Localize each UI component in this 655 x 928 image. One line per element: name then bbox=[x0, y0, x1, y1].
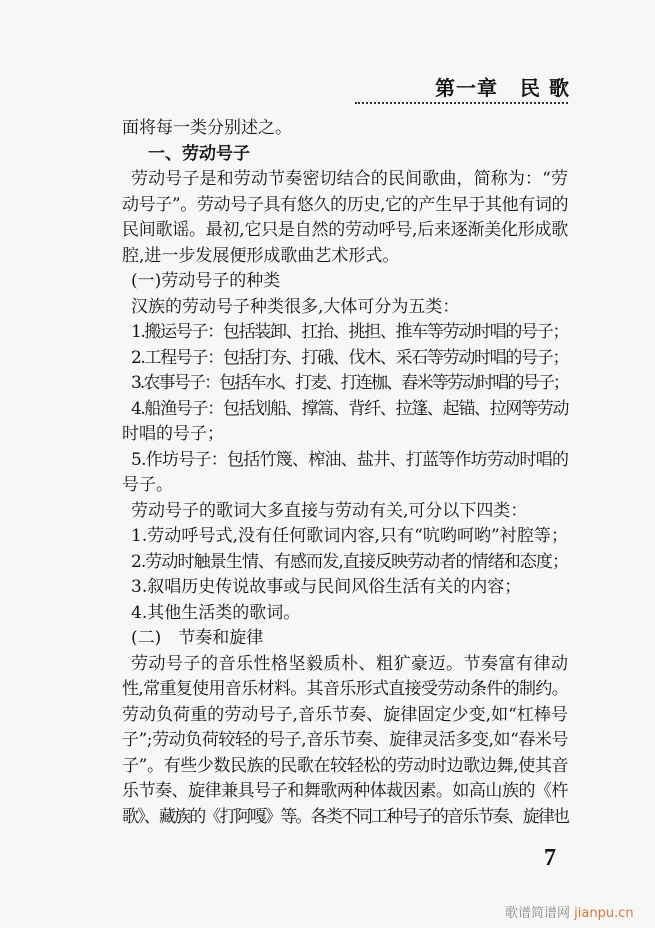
text-line: 子”。有些少数民族的民歌在较轻松的劳动时边歌边舞,使其音 bbox=[122, 755, 568, 776]
text-line: 面将每一类分别述之。 bbox=[122, 118, 292, 138]
text-line: 3.农事号子：包括车水、打麦、打连枷、舂米等劳动时唱的号子； bbox=[131, 373, 568, 393]
text-line: (一)劳动号子的种类 bbox=[131, 271, 281, 291]
text-line: 1.劳动呼号式,没有任何歌词内容,只有“吭哟呵哟”衬腔等； bbox=[131, 526, 568, 546]
text-line: 2.工程号子：包括打夯、打硪、伐木、采石等劳动时唱的号子； bbox=[131, 347, 568, 368]
text-line: 劳动号子的音乐性格坚毅质朴、粗犷豪迈。节奏富有律动 bbox=[131, 653, 568, 674]
text-line: (二) 节奏和旋律 bbox=[131, 628, 264, 648]
text-line: 民间歌谣。最初,它只是自然的劳动呼号,后来逐渐美化形成歌 bbox=[122, 220, 568, 240]
section-heading: 一、劳动号子 bbox=[148, 143, 250, 164]
text-line: 乐节奏、旋律兼具号子和舞歌两种体裁因素。如高山族的《杵 bbox=[122, 781, 568, 801]
chapter-title: 民 歌 bbox=[520, 76, 570, 100]
chapter-label: 第一章 bbox=[435, 76, 499, 100]
text-line: 性,常重复使用音乐材料。其音乐形式直接受劳动条件的制约。 bbox=[122, 679, 568, 699]
header-dotted-rule bbox=[355, 102, 568, 104]
text-line: 2.劳动时触景生情、有感而发,直接反映劳动者的情绪和态度； bbox=[131, 551, 568, 572]
text-line: 4.船渔号子：包括划船、撑篙、背纤、拉篷、起锚、拉网等劳动 bbox=[131, 398, 568, 419]
body-text bbox=[122, 116, 568, 830]
text-line: 3.叙唱历史传说故事或与民间风俗生活有关的内容； bbox=[131, 577, 522, 597]
text-line: 4.其他生活类的歌词。 bbox=[131, 602, 301, 623]
text-line: 腔,进一步发展便形成歌曲艺术形式。 bbox=[122, 245, 400, 266]
text-line: 动号子”。劳动号子具有悠久的历史,它的产生早于其他有词的 bbox=[122, 194, 568, 215]
watermark bbox=[505, 902, 634, 921]
text-line: 子”;劳动负荷较轻的号子,音乐节奏、旋律灵活多变,如“舂米号 bbox=[122, 730, 568, 750]
text-line: 5.作坊号子：包括竹篾、榨油、盐井、打蓝等作坊劳动时唱的 bbox=[131, 449, 569, 470]
text-line: 歌》、藏族的《打阿嘎》等。各类不同工种号子的音乐节奏、旋律也 bbox=[122, 806, 568, 827]
text-line: 1.搬运号子：包括装卸、扛抬、挑担、推车等劳动时唱的号子； bbox=[131, 322, 568, 342]
running-header bbox=[400, 72, 570, 101]
text-line: 时唱的号子； bbox=[122, 424, 224, 444]
text-line: 号子。 bbox=[122, 475, 173, 495]
text-line: 劳动号子的歌词大多直接与劳动有关,可分以下四类： bbox=[131, 500, 528, 521]
watermark-domain: jianpu.cn bbox=[574, 906, 634, 921]
text-line: 汉族的劳动号子种类很多,大体可分为五类： bbox=[131, 296, 460, 317]
page-number: 7 bbox=[544, 845, 556, 871]
text-line: 劳动负荷重的劳动号子,音乐节奏、旋律固定少变,如“杠棒号 bbox=[122, 704, 568, 725]
text-line: 劳动号子是和劳动节奏密切结合的民间歌曲，简称为：“劳 bbox=[131, 169, 568, 189]
watermark-site: 歌谱简谱网 bbox=[505, 906, 571, 921]
